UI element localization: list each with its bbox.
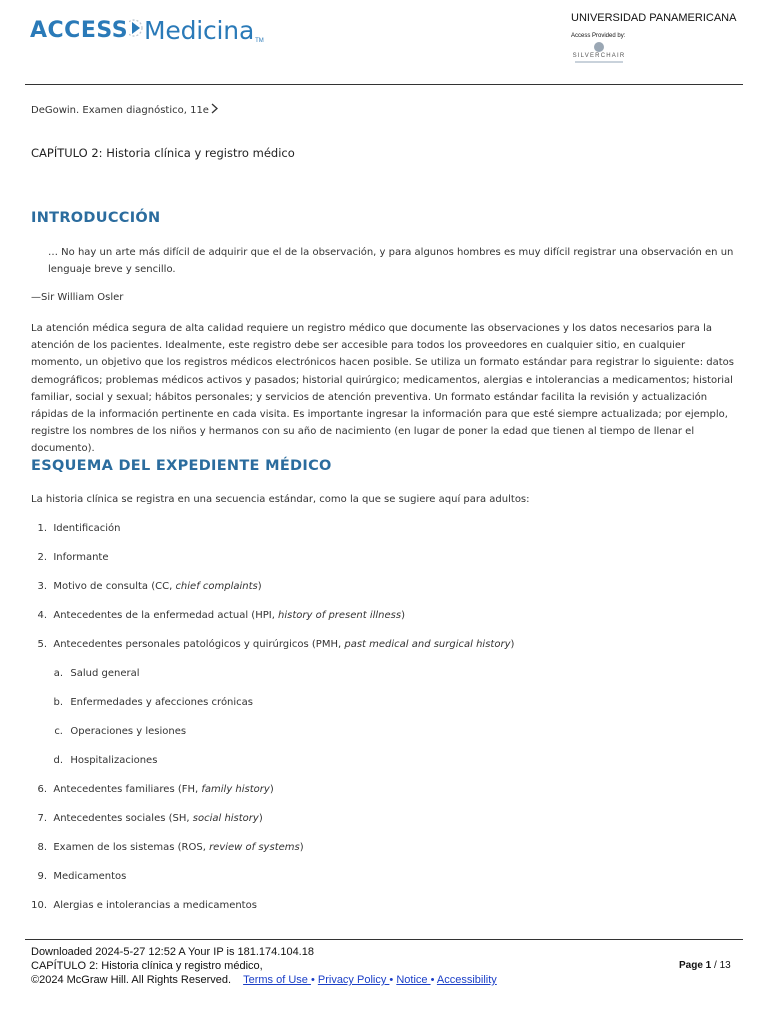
list-item-english-term: history of present illness [278,610,402,621]
logo-medicina-text: Medicina [144,15,255,45]
breadcrumb[interactable] [31,103,739,117]
list-item [31,871,739,900]
separator-bullet: • [430,974,435,986]
list-item-label: Identificación [53,523,121,534]
list-item [31,610,739,639]
section-heading-esquema: ESQUEMA DEL EXPEDIENTE MÉDICO [31,458,332,474]
list-item-close: ) [510,639,515,650]
list-item-label: Hospitalizaciones [70,755,158,766]
list-item-label: Operaciones y lesiones [70,726,187,737]
list-item [31,842,739,871]
list-item [31,813,739,842]
list-item-letter: d. [53,755,63,766]
list-subitem [31,668,739,697]
footer-chapter: CAPÍTULO 2: Historia clínica y registro médico, [31,960,263,972]
logo-access-text: ACCESS [30,17,129,43]
list-item-number: 5. [37,639,47,650]
list-item-number: 7. [37,813,47,824]
separator-bullet: • [310,974,315,986]
list-item [31,581,739,610]
list-item-english-term: family history [201,784,270,795]
list-item-close: ) [258,813,263,824]
page-indicator [679,960,731,971]
list-item-letter: b. [53,697,63,708]
list-item-number: 4. [37,610,47,621]
section-heading-introduccion: INTRODUCCIÓN [31,210,161,226]
list-item-number: 9. [37,871,47,882]
main-content [31,103,739,911]
list-item-label: Examen de los sistemas (ROS, [53,842,210,853]
list-item-letter: c. [54,726,63,737]
epigraph-quote: … No hay un arte más difícil de adquirir que el de la observación, y para algunos hombres es muy difícil registrar una observación en un lenguaje breve y sencillo. [48,247,734,275]
list-item-label: Salud general [70,668,140,679]
list-item-text [53,842,303,871]
list-item-label: Antecedentes de la enfermedad actual (HPI, [53,610,279,621]
list-item-letter: a. [53,668,63,679]
copyright-text: ©2024 McGraw Hill. All Rights Reserved. [31,974,232,986]
list-item-label: Antecedentes sociales (SH, [53,813,193,824]
list-item-text [53,552,108,581]
list-item-label: Antecedentes familiares (FH, [53,784,202,795]
list-subitem [31,726,739,755]
download-info: Downloaded 2024-5-27 12:52 A Your IP is 181.174.104.18 [31,946,314,958]
breadcrumb-book[interactable]: DeGowin. Examen diagnóstico, 11e [31,104,209,116]
institution-name: UNIVERSIDAD PANAMERICANA [571,12,737,24]
page-total: / 13 [711,960,731,971]
chevron-right-icon [211,103,218,117]
list-item [31,523,739,552]
page-footer [31,945,731,987]
notice-link[interactable]: Notice [396,974,431,986]
list-item-text [53,581,261,610]
list-item-label: Informante [53,552,109,563]
list-subitem [31,697,739,726]
list-item [31,552,739,581]
footer-divider [25,939,743,940]
list-item [31,784,739,813]
list-item-number: 8. [37,842,47,853]
list-subitem [31,755,739,784]
logo-trademark: TM [255,38,264,44]
silverchair-mark-icon [594,42,604,52]
list-item-label: Motivo de consulta (CC, [53,581,176,592]
list-item-close: ) [299,842,304,853]
list-item-text [53,813,262,842]
list-item-label: Antecedentes personales patológicos y quirúrgicos (PMH, [53,639,345,650]
epigraph-attribution: —Sir William Osler [31,292,124,303]
list-item-number: 3. [37,581,47,592]
separator-bullet: • [389,974,394,986]
silverchair-tagline-bar [575,61,623,63]
access-provided-label: Access Provided by: [571,33,626,39]
silverchair-name: SILVERCHAIR [572,53,626,59]
list-item-close: ) [269,784,274,795]
list-item [31,900,739,929]
accessmedicina-logo[interactable] [30,10,264,50]
list-item-text [53,784,273,813]
logo-arrow-icon [129,17,143,44]
list-item-label: Enfermedades y afecciones crónicas [70,697,254,708]
list-item-english-term: review of systems [209,842,300,853]
list-item-number: 2. [37,552,47,563]
list-item [31,639,739,668]
page-number: Page 1 [679,960,712,971]
list-item-label: Medicamentos [53,871,127,882]
intro-paragraph: La atención médica segura de alta calidad requiere un registro médico que documente las observaciones y los datos necesarios para la atención de los pacientes. Idealmente, este registro debe ser accesible para todos los proveedores en cualquier sitio, en cualquier momento, un objetivo que los registros médicos electrónicos hacen posible. Se utiliza un formato estándar para registrar lo siguiente: datos demográficos; problemas médicos activos y pasados; historial quirúrgico; medicamentos, alergias e intolerancias a medicamentos; historial familiar, social y sexual; hábitos personales; y servicios de atención preventiva. Un formato estándar facilita la revisión y actualización rápidas de la información pertinente en cada visita. Es importante ingresar la información para que esté siempre actualizada; por ejemplo, registre los nombres de los niños y hermanos con su año de nacimiento (en lugar de poner la edad que tienen al tiempo de llenar el documento). [31,323,734,455]
list-item-text [53,610,405,639]
esquema-list [31,523,739,929]
list-item-number: 6. [37,784,47,795]
list-item-english-term: chief complaints [175,581,258,592]
list-item-text [53,523,120,552]
accessibility-link[interactable]: Accessibility [436,974,497,986]
list-item-close: ) [401,610,405,621]
page-header [0,0,768,86]
list-item-english-term: past medical and surgical history [344,639,511,650]
list-item-number: 10. [31,900,47,911]
list-item-label: Alergias e intolerancias a medicamentos [53,900,257,911]
esquema-lead: La historia clínica se registra en una secuencia estándar, como la que se sugiere aquí para adultos: [31,494,530,505]
footer-legal [31,973,731,987]
list-item-english-term: social history [192,813,259,824]
list-item-number: 1. [37,523,47,534]
terms-of-use-link[interactable]: Terms of Use [243,974,311,986]
list-item-close: ) [257,581,262,592]
silverchair-logo [569,42,629,66]
list-item-text [53,639,514,668]
privacy-policy-link[interactable]: Privacy Policy [317,974,390,986]
chapter-title: CAPÍTULO 2: Historia clínica y registro médico [31,146,295,160]
header-divider [25,84,743,85]
